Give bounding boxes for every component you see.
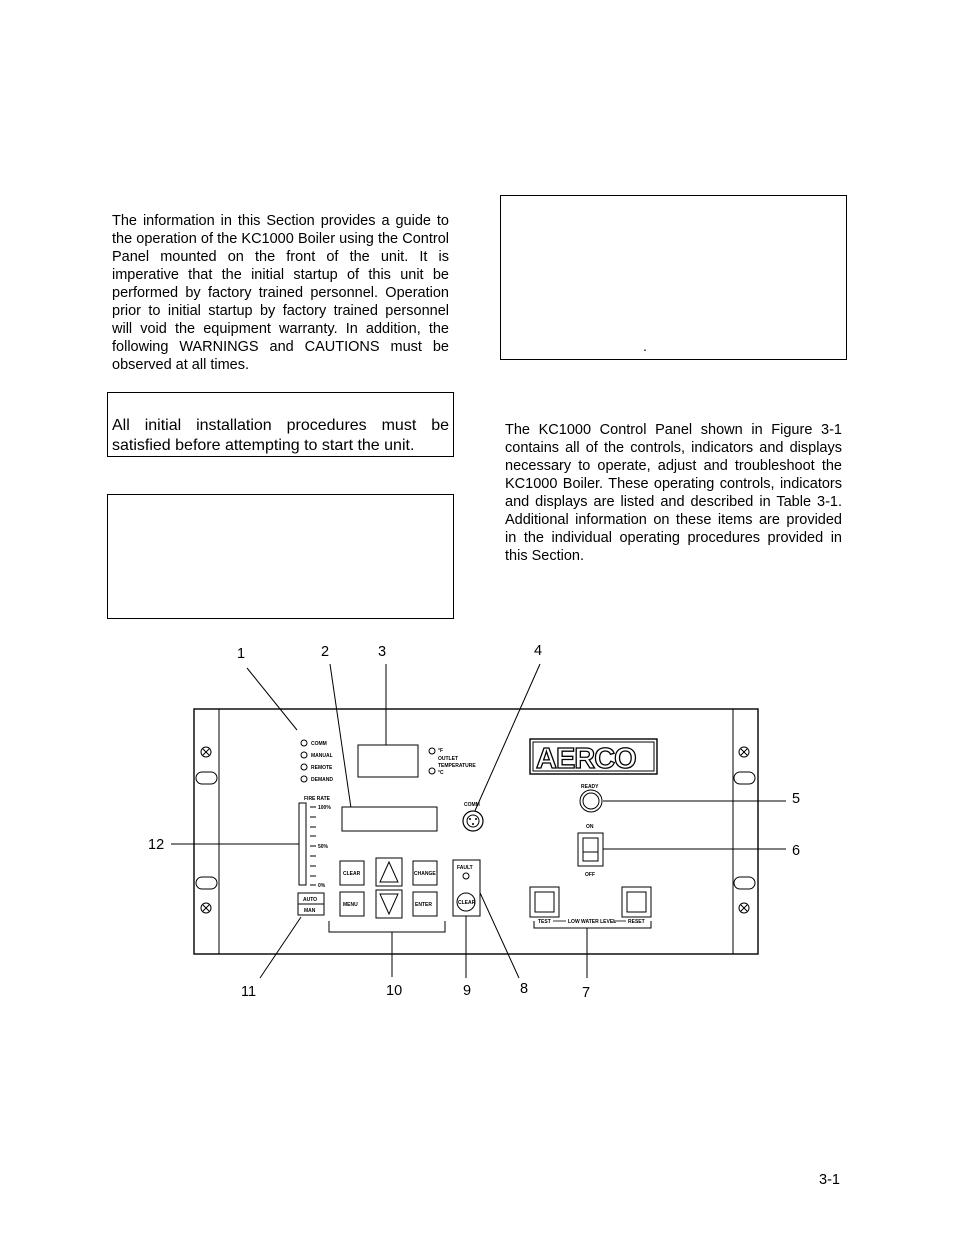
enter-key-label: ENTER: [415, 902, 432, 908]
outlet-label: OUTLET: [438, 756, 458, 762]
callout-8: 8: [520, 981, 529, 997]
callout-1: 1: [237, 646, 246, 662]
led-label-remote: REMOTE: [311, 765, 333, 771]
control-panel-paragraph: The KC1000 Control Panel shown in Figure 3-1 contains all of the controls, indicators and displays necessary to operate, adjust and troubleshoot the KC1000 Boiler. These operating controls, indicators and displays are listed and described in Table 3-1. Additional information on these items are provided in the individual operating procedures provided in this Section.: [505, 422, 842, 564]
comm-port-label: COMM: [464, 802, 480, 808]
callout-2: 2: [321, 644, 330, 660]
temperature-label: TEMPERATURE: [438, 763, 476, 769]
callout-3: 3: [378, 644, 387, 660]
fire-rate-tick-100: 100%: [318, 805, 331, 811]
led-label-demand: DEMAND: [311, 777, 333, 783]
led-icon: [301, 776, 307, 782]
led-icon: [301, 752, 307, 758]
ready-label: READY: [581, 784, 599, 790]
temperature-display: [358, 745, 418, 777]
callout-5: 5: [792, 791, 801, 807]
callout-4: 4: [534, 643, 543, 659]
callout-6: 6: [792, 843, 801, 859]
caution-text: All initial installation procedures must be satisfied before attempting to start the unit.: [112, 417, 449, 454]
fire-rate-label: FIRE RATE: [304, 796, 331, 802]
auto-label: AUTO: [303, 897, 318, 903]
man-label: MAN: [304, 908, 316, 914]
callout-7: 7: [582, 985, 591, 1001]
change-key-label: CHANGE: [414, 871, 436, 877]
intro-paragraph: The information in this Section provides a guide to the operation of the KC1000 Boiler using the Control Panel mounted on the front of the unit. It is imperative that the initial startup of this unit be performed by factory trained personnel. Operation prior to initial startup by factory trained personnel will void the equipment warranty. In addition, the following WARNINGS and CAUTIONS must be observed at all times.: [112, 213, 449, 373]
fault-led-icon: [463, 873, 469, 879]
fault-label: FAULT: [457, 865, 473, 871]
low-water-level-label: LOW WATER LEVEL: [568, 919, 617, 925]
led-label-comm: COMM: [311, 741, 327, 747]
notice-dot: .: [643, 338, 647, 354]
unit-fahrenheit: °F: [438, 748, 444, 754]
status-led-group: [301, 740, 307, 782]
celsius-led-icon: [429, 768, 435, 774]
status-message-display: [342, 807, 437, 831]
callout-9: 9: [463, 983, 472, 999]
callout-12: 12: [148, 837, 165, 853]
clear-key-label: CLEAR: [343, 871, 361, 877]
comm-port-icon: [463, 811, 483, 831]
fire-rate-bargraph: [299, 803, 306, 885]
test-label: TEST: [538, 919, 551, 925]
menu-key-label: MENU: [343, 902, 358, 908]
aerco-logo-text: AERCO: [536, 743, 636, 775]
callout-11: 11: [241, 984, 257, 1000]
unit-celsius: °C: [438, 770, 444, 776]
fahrenheit-led-icon: [429, 748, 435, 754]
on-label: ON: [586, 824, 594, 830]
led-icon: [301, 764, 307, 770]
fault-clear-label: CLEAR: [458, 900, 476, 906]
off-label: OFF: [585, 872, 595, 878]
fire-rate-tick-50: 50%: [318, 844, 329, 850]
led-icon: [301, 740, 307, 746]
fire-rate-tick-0: 0%: [318, 883, 326, 889]
reset-label: RESET: [628, 919, 645, 925]
page-number: 3-1: [819, 1172, 840, 1188]
led-label-manual: MANUAL: [311, 753, 333, 759]
callout-10: 10: [386, 983, 403, 999]
